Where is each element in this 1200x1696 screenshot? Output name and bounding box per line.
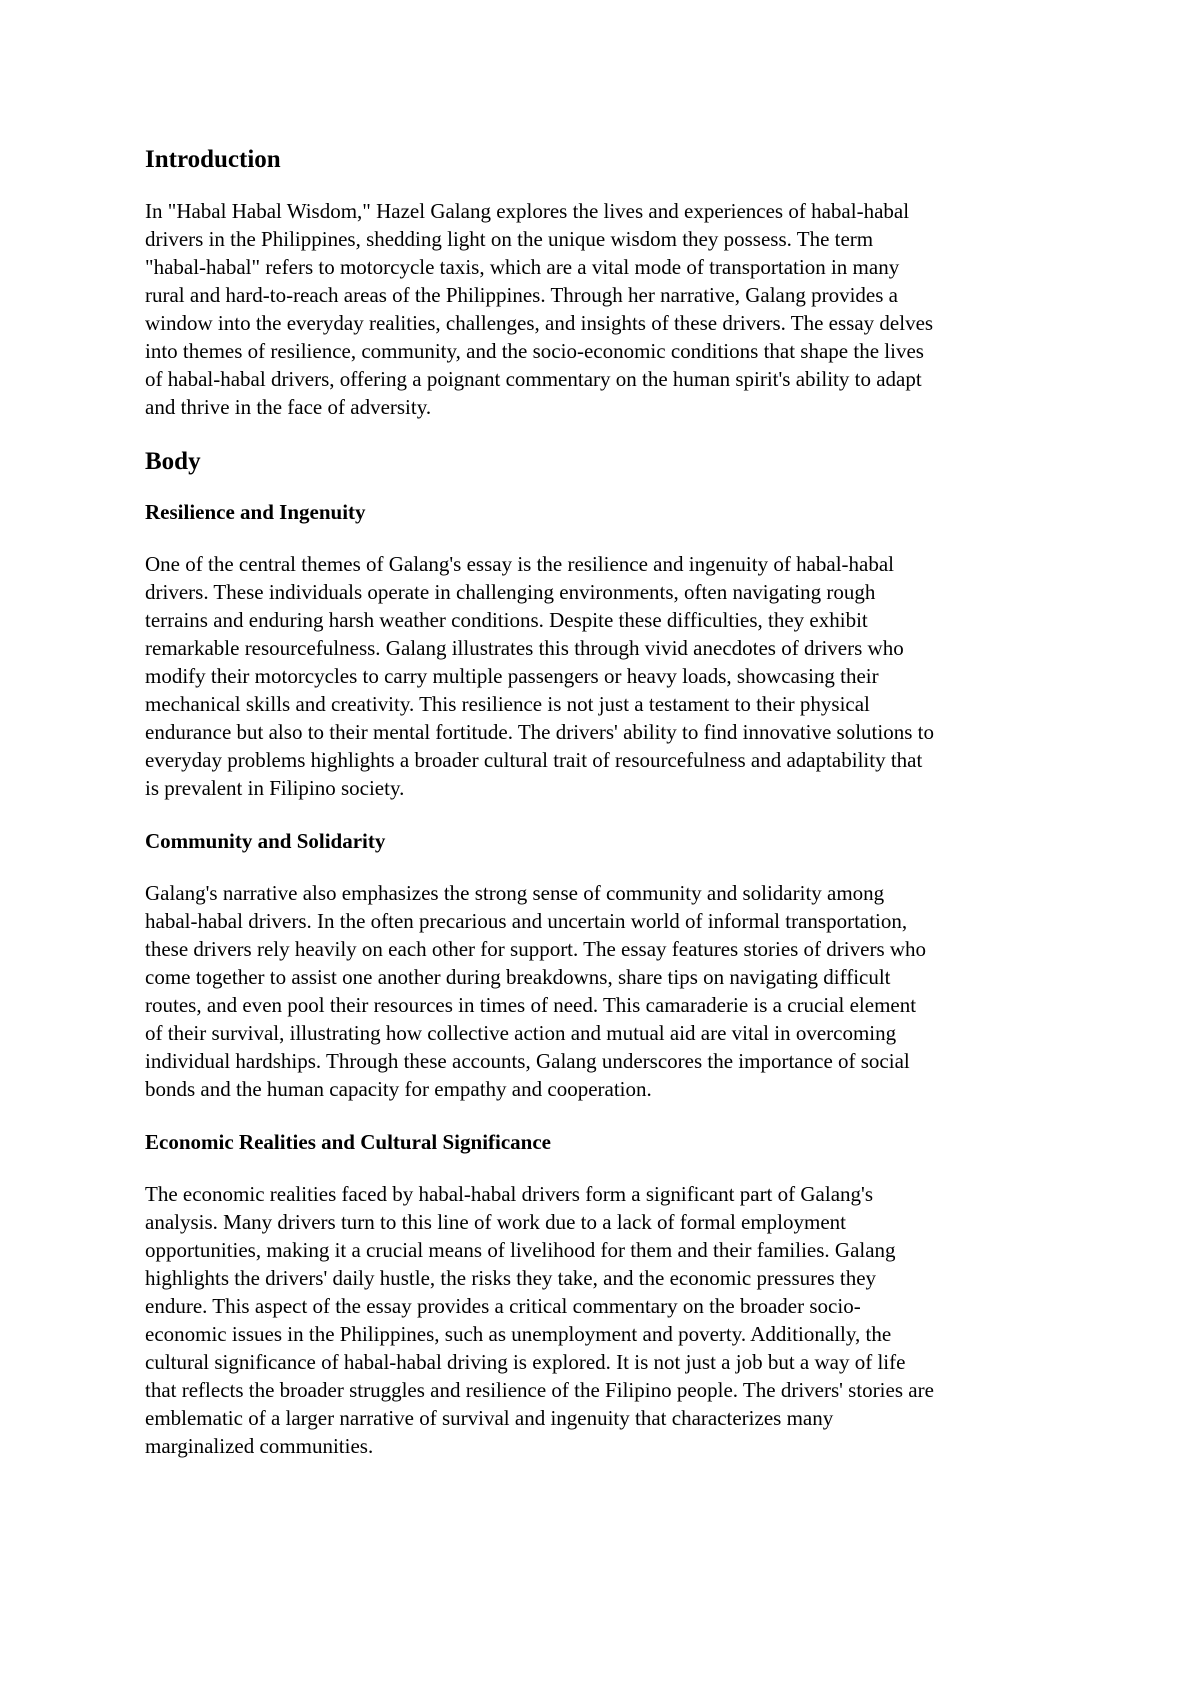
text-line: Galang's narrative also emphasizes the strong sense of community and solidarity among [145,881,885,905]
text-line: highlights the drivers' daily hustle, the risks they take, and the economic pressures they [145,1266,877,1290]
text-line: emblematic of a larger narrative of survival and ingenuity that characterizes many [145,1406,834,1430]
text-line: The economic realities faced by habal-habal drivers form a significant part of Galang's [145,1182,873,1206]
text-line: routes, and even pool their resources in times of need. This camaraderie is a crucial element [145,993,917,1017]
text-line: into themes of resilience, community, and the socio-economic conditions that shape the lives [145,339,924,363]
text-line: "habal-habal" refers to motorcycle taxis, which are a vital mode of transportation in many [145,255,900,279]
text-line: One of the central themes of Galang's essay is the resilience and ingenuity of habal-habal [145,552,895,576]
text-line: that reflects the broader struggles and resilience of the Filipino people. The drivers' stories are [145,1378,934,1402]
text-line: these drivers rely heavily on each other for support. The essay features stories of drivers who [145,937,927,961]
text-line: of their survival, illustrating how collective action and mutual aid are vital in overcoming [145,1021,897,1045]
document-page [145,145,1075,1486]
text-line: and thrive in the face of adversity. [145,395,432,419]
section-paragraph-economic [145,1180,1075,1460]
text-line: habal-habal drivers. In the often precarious and uncertain world of informal transportation, [145,909,908,933]
section-heading-economic: Economic Realities and Cultural Significance [145,1130,551,1154]
text-line: cultural significance of habal-habal driving is explored. It is not just a job but a way of life [145,1350,906,1374]
text-line: come together to assist one another during breakdowns, share tips on navigating difficult [145,965,891,989]
text-line: terrains and enduring harsh weather conditions. Despite these difficulties, they exhibit [145,608,868,632]
text-line: drivers. These individuals operate in challenging environments, often navigating rough [145,580,876,604]
text-line: remarkable resourcefulness. Galang illustrates this through vivid anecdotes of drivers who [145,636,904,660]
text-line: modify their motorcycles to carry multiple passengers or heavy loads, showcasing their [145,664,879,688]
introduction-heading: Introduction [145,146,281,173]
text-line: drivers in the Philippines, shedding light on the unique wisdom they possess. The term [145,227,874,251]
text-line: is prevalent in Filipino society. [145,776,405,800]
text-line: economic issues in the Philippines, such as unemployment and poverty. Additionally, the [145,1322,892,1346]
text-line: individual hardships. Through these accounts, Galang underscores the importance of social [145,1049,910,1073]
text-line: In "Habal Habal Wisdom," Hazel Galang explores the lives and experiences of habal-habal [145,199,910,223]
text-line: analysis. Many drivers turn to this line of work due to a lack of formal employment [145,1210,847,1234]
text-line: opportunities, making it a crucial means of livelihood for them and their families. Galang [145,1238,896,1262]
body-heading: Body [145,448,201,475]
text-line: window into the everyday realities, challenges, and insights of these drivers. The essay delves [145,311,934,335]
text-line: everyday problems highlights a broader cultural trait of resourcefulness and adaptability that [145,748,923,772]
section-paragraph-community [145,879,1075,1103]
section-heading-community: Community and Solidarity [145,829,386,853]
section-heading-resilience: Resilience and Ingenuity [145,500,366,524]
text-line: endure. This aspect of the essay provides a critical commentary on the broader socio- [145,1294,861,1318]
text-line: rural and hard-to-reach areas of the Philippines. Through her narrative, Galang provides a [145,283,898,307]
text-line: of habal-habal drivers, offering a poignant commentary on the human spirit's ability to adapt [145,367,922,391]
text-line: endurance but also to their mental fortitude. The drivers' ability to find innovative solutions to [145,720,934,744]
section-paragraph-resilience [145,550,1075,802]
text-line: bonds and the human capacity for empathy and cooperation. [145,1077,652,1101]
text-line: marginalized communities. [145,1434,374,1458]
introduction-paragraph [145,197,1075,421]
text-line: mechanical skills and creativity. This resilience is not just a testament to their physical [145,692,870,716]
